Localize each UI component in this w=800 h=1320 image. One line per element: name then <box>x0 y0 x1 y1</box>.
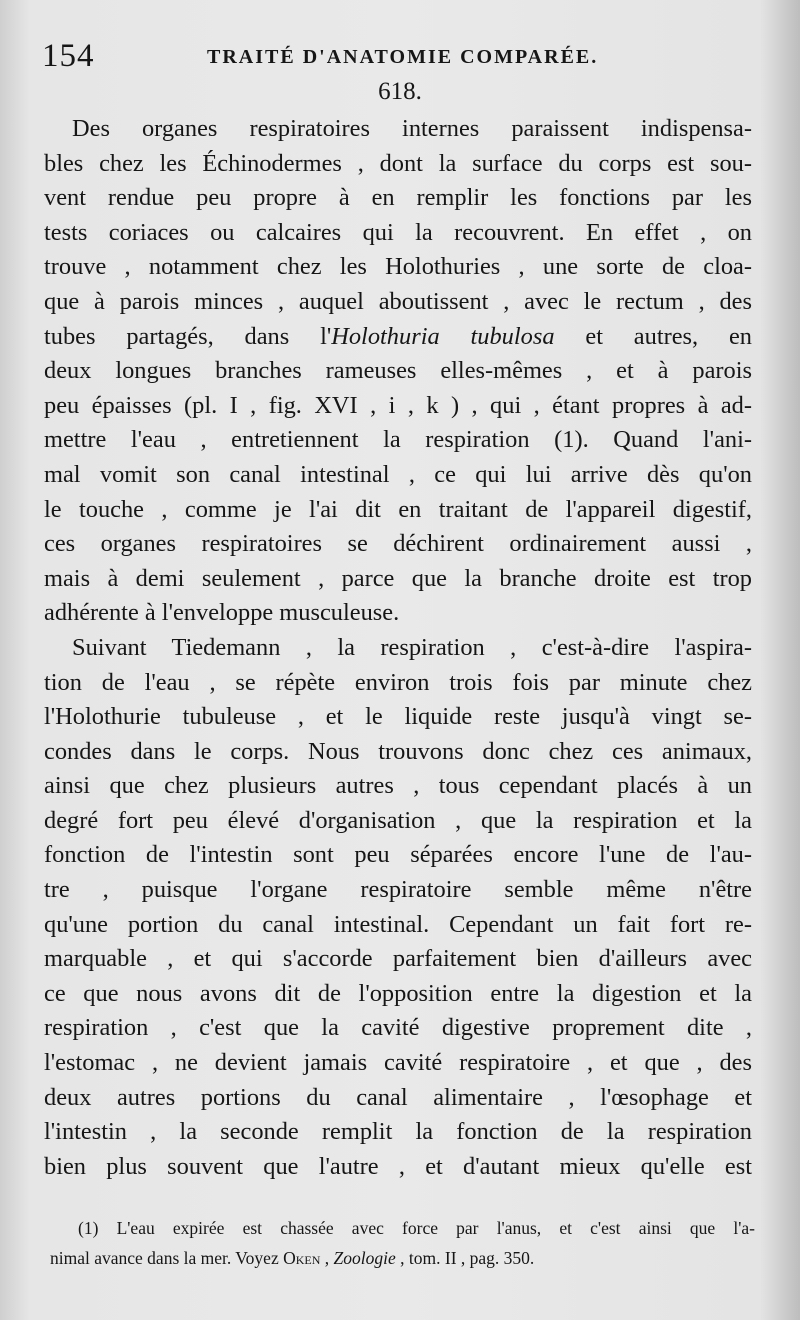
text-line: peu épaisses (pl. I , fig. XVI , i , k ) , qui , étant propres à ad- <box>44 391 752 419</box>
body-text <box>44 112 752 1184</box>
page-number: 154 <box>42 38 95 74</box>
text-line: vent rendue peu propre à en remplir les fonctions par les <box>44 184 752 212</box>
text-line: tion de l'eau , se répète environ trois fois par minute chez <box>44 668 752 696</box>
text-line: trouve , notamment chez les Holothuries , une sorte de cloa- <box>44 253 752 281</box>
text-line: bien plus souvent que l'autre , et d'autant mieux qu'elle est <box>44 1152 752 1180</box>
species-name: Holothuria tubulosa <box>331 322 555 350</box>
text-line: deux autres portions du canal alimentaire , l'œsophage et <box>44 1083 752 1111</box>
text-line: que à parois minces , auquel aboutissent , avec le rectum , des <box>44 287 752 315</box>
text-line: Des organes respiratoires internes paraissent indispensa- <box>72 115 752 142</box>
text-line: adhérente à l'enveloppe musculeuse. <box>44 599 400 627</box>
text-segment: et autres, en <box>554 322 753 350</box>
text-line: condes dans le corps. Nous trouvons donc chez ces animaux, <box>44 737 752 765</box>
text-line: bles chez les Échinodermes , dont la surface du corps est sou- <box>44 149 752 177</box>
text-line: respiration , c'est que la cavité digestive proprement dite , <box>44 1014 752 1042</box>
text-line: ces organes respiratoires se déchirent ordinairement aussi , <box>44 530 752 558</box>
author-name: Oken <box>283 1248 321 1268</box>
section-number: 618. <box>378 78 422 105</box>
text-line: ce que nous avons dit de l'opposition entre la digestion et la <box>44 979 752 1007</box>
text-line: l'estomac , ne devient jamais cavité respiratoire , et que , des <box>44 1049 752 1077</box>
running-head: TRAITÉ D'ANATOMIE COMPARÉE. <box>207 46 599 68</box>
text-line: ainsi que chez plusieurs autres , tous cependant placés à un <box>44 772 752 800</box>
text-line: le touche , comme je l'ai dit en traitant de l'appareil digestif, <box>44 495 752 523</box>
text-line: fonction de l'intestin sont peu séparées encore l'une de l'au- <box>44 841 752 869</box>
text-segment: , <box>320 1248 334 1268</box>
text-line: mais à demi seulement , parce que la branche droite est trop <box>44 564 752 592</box>
text-line: mal vomit son canal intestinal , ce qui lui arrive dès qu'on <box>44 460 752 488</box>
text-line: Suivant Tiedemann , la respiration , c'est-à-dire l'aspira- <box>72 633 752 661</box>
footnote <box>50 1213 755 1273</box>
text-line: degré fort peu élevé d'organisation , que la respiration et la <box>44 806 752 834</box>
text-line: marquable , et qui s'accorde parfaitement bien d'ailleurs avec <box>44 945 752 973</box>
text-segment: tubes partagés, dans l' <box>44 322 332 350</box>
text-line: mettre l'eau , entretiennent la respiration (1). Quand l'ani- <box>44 426 752 454</box>
text-line: l'intestin , la seconde remplit la fonction de la respiration <box>44 1118 752 1146</box>
footnote-line: (1) L'eau expirée est chassée avec force par l'anus, et c'est ainsi que l'a- <box>78 1218 755 1238</box>
text-line: qu'une portion du canal intestinal. Cependant un fait fort re- <box>44 910 752 938</box>
footnote-line <box>50 1243 755 1273</box>
text-line: tests coriaces ou calcaires qui la recouvrent. En effet , on <box>44 218 752 246</box>
text-segment: , tom. II , pag. 350. <box>395 1248 535 1268</box>
text-line: tre , puisque l'organe respiratoire semble même n'être <box>44 876 752 904</box>
text-line: deux longues branches rameuses elles-mêmes , et à parois <box>44 357 752 385</box>
text-line <box>44 320 752 355</box>
text-segment: nimal avance dans la mer. Voyez <box>50 1248 284 1268</box>
book-title: Zoologie <box>333 1248 396 1268</box>
text-line: l'Holothurie tubuleuse , et le liquide reste jusqu'à vingt se- <box>44 703 752 731</box>
page-header <box>42 38 762 78</box>
